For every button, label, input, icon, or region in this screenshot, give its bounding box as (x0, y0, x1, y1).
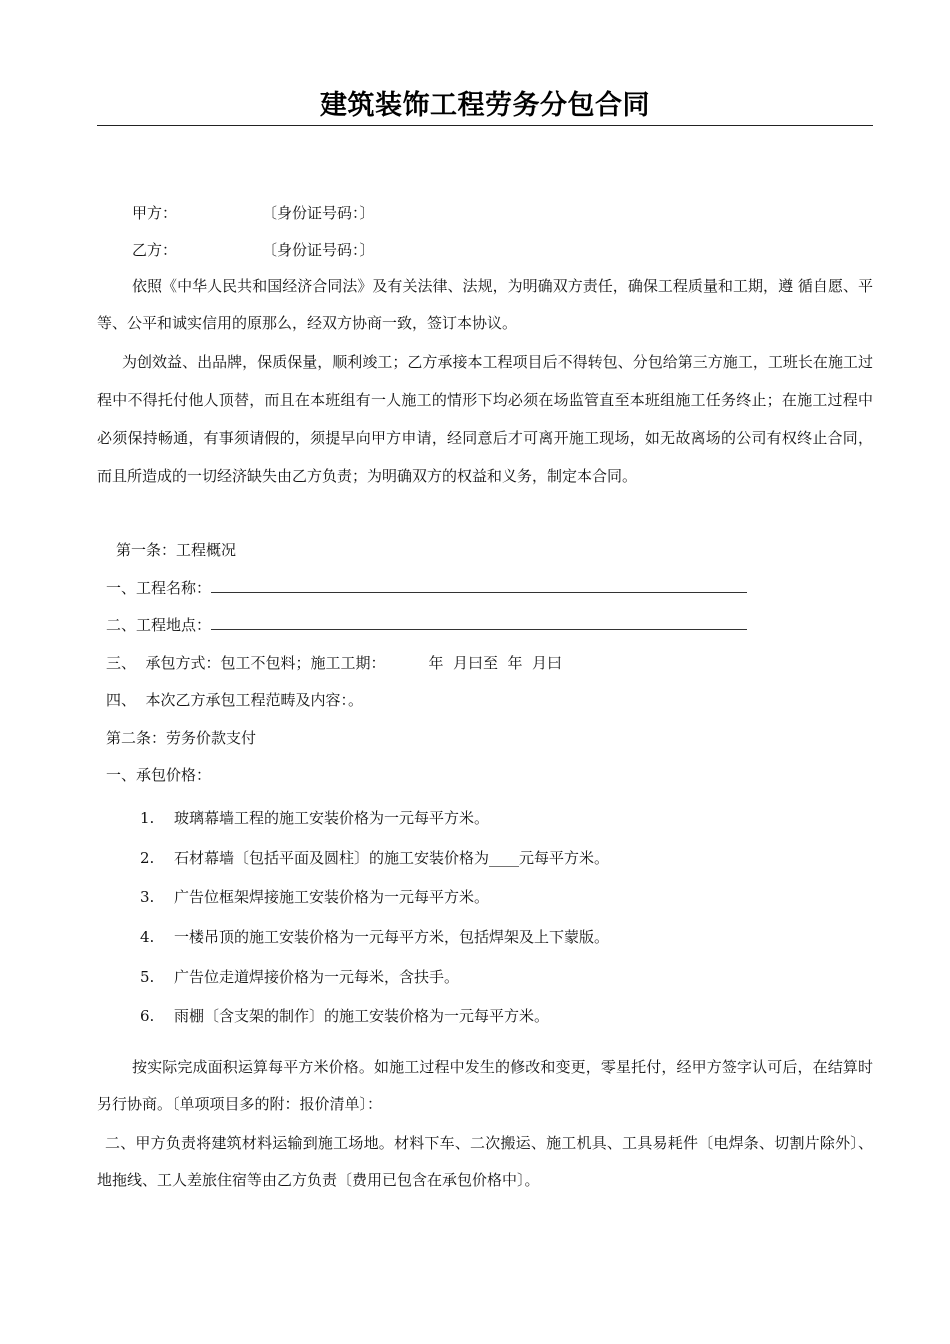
price-item (140, 1006, 549, 1026)
party-a-id: 〔身份证号码：〕 (262, 204, 375, 222)
price-item-number: 6. (140, 1007, 155, 1025)
project-name-label: 一、工程名称： (106, 579, 212, 597)
project-location-row (106, 615, 747, 635)
price-heading: 一、承包价格： (106, 766, 212, 784)
project-location-label: 二、工程地点： (106, 616, 212, 634)
article2-heading: 第二条：劳务价款支付 (106, 729, 257, 747)
project-name-row (106, 578, 747, 598)
party-a-line (132, 203, 177, 223)
project-name-blank (211, 578, 747, 593)
price-item-text: 石材幕墙〔包括平面及圆柱〕的施工安装价格为____元每平方米。 (174, 849, 610, 867)
project-location-blank (211, 615, 747, 630)
price-item (140, 808, 489, 828)
article1-heading: 第一条：工程概况 (116, 541, 237, 559)
price-item-number: 1. (140, 809, 155, 827)
document-title: 建筑装饰工程劳务分包合同 (320, 90, 650, 121)
party-b-id: 〔身份证号码：〕 (262, 241, 375, 259)
party-b-line (132, 240, 177, 260)
price-item (140, 927, 609, 947)
intro-paragraph: 依照《中华人民共和国经济合同法》及有关法律、法规，为明确双方责任，确保工程质量和工期，遵 循自愿、平等、公平和诚实信用的原那么，经双方协商一致，签订本协议。 (97, 277, 873, 332)
price-item (140, 848, 609, 868)
contract-mode: 三、 承包方式：包工不包料；施工工期： 年 月曰至 年 月曰 (106, 654, 563, 672)
scope-line: 四、 本次乙方承包工程范畴及内容：。 (106, 691, 364, 709)
price-item-number: 5. (140, 968, 155, 986)
price-item-text: 一楼吊顶的施工安装价格为一元每平方米，包括焊架及上下蒙版。 (174, 928, 610, 946)
price-item-text: 广告位走道焊接价格为一元每米，含扶手。 (174, 968, 460, 986)
price-item-text: 广告位框架焊接施工安装价格为一元每平方米。 (174, 888, 490, 906)
price-item-number: 3. (140, 888, 155, 906)
price-item (140, 967, 459, 987)
price-item (140, 887, 489, 907)
price-item-text: 雨棚〔含支架的制作〕的施工安装价格为一元每平方米。 (174, 1007, 550, 1025)
price-item-number: 4. (140, 928, 155, 946)
materials-paragraph: 二、甲方负责将建筑材料运输到施工场地。材料下车、二次搬运、施工机具、工具易耗件〔电焊条、切割片除外〕、地拖线、工人差旅住宿等由乙方负责〔费用已包含在承包价格中〕。 (97, 1134, 873, 1189)
title-block (97, 88, 873, 126)
commitment-paragraph: 为创效益、出品牌，保质保量，顺利竣工；乙方承接本工程项目后不得转包、分包给第三方施工，工班长在施工过程中不得托付他人顶替，而且在本班组有一人施工的情形下均必须在场监管直至本班组施工任务终止；在施工过程中 必须保持畅通，有事须请假的，须提早向甲方申请，经同意后才可离开施工现场，如无故离场的公司有权终止合同，而且所造成的一切经济缺失由乙方负责；为明确双方的权益和义务，制定本合同。 (97, 353, 873, 485)
party-a-label: 甲方： (132, 204, 178, 222)
price-item-number: 2. (140, 849, 155, 867)
settlement-paragraph: 按实际完成面积运算每平方米价格。如施工过程中发生的修改和变更，零星托付，经甲方签字认可后，在结算时另行协商。〔单项项目多的附：报价清单〕： (97, 1058, 873, 1113)
price-item-text: 玻璃幕墙工程的施工安装价格为一元每平方米。 (174, 809, 490, 827)
party-b-label: 乙方： (132, 241, 178, 259)
